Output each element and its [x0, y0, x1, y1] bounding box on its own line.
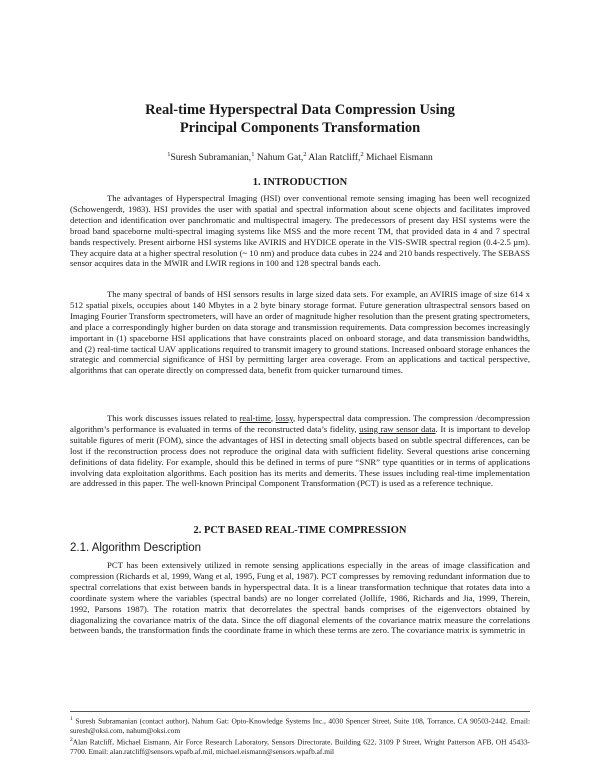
section-heading-introduction: 1. INTRODUCTION [252, 177, 348, 188]
intro-paragraph-3 [70, 413, 530, 489]
paper-title-line-2: Principal Components Transformation [179, 120, 421, 136]
underlined-term: using raw sensor data [359, 423, 436, 434]
footnote-mark: 1 [70, 716, 73, 722]
footnote-text: Suresh Subramanian (contact author), Nahum Gat: Opto-Knowledge Systems Inc., 4030 Spencer Street, Suite 108, Torrance, CA 90503-2442. Email: suresh@oksi.com, nahum@oksi.com [70, 716, 530, 736]
footnote-1 [70, 715, 530, 736]
author-affiliation-mark: 1 [167, 151, 171, 158]
intro-paragraph-1: The advantages of Hyperspectral Imaging (HSI) over conventional remote sensing imaging has been well recognized (Schowengerdt, 1983). HSI provides the user with spatial and spectral information about scene objects and facilitates improved detection and identification over panchromatic and multispectral imagery. The predecessors of present day HSI systems were the broad band spaceborne multi-spectral imaging systems like MSS and the more recent TM, that provided data in 4 and 7 spectral bands respectively. Present airborne HSI systems like AVIRIS and HYDICE operate in the VIS-SWIR spectral region (0.4-2.5 µm). They acquire data at a higher spectral resolution (~ 10 nm) and produce data cubes in 224 and 210 bands respectively. The SEBASS sensor acquires data in the MWIR and LWIR regions in 100 and 128 spectral bands each. [70, 193, 530, 269]
author-affiliation-mark: 1 [251, 151, 255, 158]
paragraph-text: This work discusses issues related to [107, 413, 240, 423]
paragraph-text: , [270, 413, 276, 423]
author-name: Suresh Subramanian, [170, 153, 252, 164]
footnote-mark: 2 [70, 737, 73, 743]
author-affiliation-mark: 2 [303, 151, 307, 158]
footnote-2 [70, 736, 530, 757]
underlined-term: lossy [275, 413, 293, 423]
paragraph-text: . It is important to develop suitable figures of merit (FOM), since the advantages of HSI in detecting small objects based on subtle spectral differences, can be lost if the reconstruction process does not reproduce the original data with sufficient fidelity. Several questions arise concerning definitions of data fidelity. For example, should this be defined in terms of pure “SNR” type quantities or in terms of applications involving data exploitation algorithms. Each position has its merits and demerits. These issues including real-time implementation are addressed in this paper. The well-known Principal Component Transformation (PCT) is used as a reference technique. [70, 423, 530, 489]
section-heading-pct-compression: 2. PCT BASED REAL-TIME COMPRESSION [193, 525, 407, 536]
author-name: Michael Eismann [363, 153, 433, 164]
author-list [0, 151, 600, 163]
paper-title-line-1: Real-time Hyperspectral Data Compression Using [145, 102, 455, 118]
author-name: Alan Ratcliff, [306, 153, 361, 164]
author-name: Nahum Gat, [254, 153, 304, 164]
author-affiliation-mark: 2 [360, 151, 364, 158]
intro-paragraph-2: The many spectral of bands of HSI sensors results in large sized data sets. For example, an AVIRIS image of size 614 x 512 spatial pixels, occupies about 140 Mbytes in a 2 byte binary storage format. Future generation ultraspectral sensors based on Imaging Fourier Transform spectrometers, will have an order of magnitude higher resolution than the present grating spectrometers, and place a correspondingly higher burden on data storage and transmission requirements. Data compression becomes increasingly important in (1) spaceborne HSI applications that have constraints placed on onboard storage, and data transmission bandwidths, and (2) real-time tactical UAV applications required to transmit imagery to ground stations. Increased onboard storage enhances the strategic and commercial significance of HSI by permitting larger area coverage. From an applications and tactical perspective, algorithms that can operate directly on compressed data, benefit from quicker turnaround times. [70, 289, 530, 376]
algorithm-paragraph: PCT has been extensively utilized in remote sensing applications especially in the areas of image classification and compression (Richards et al, 1999, Wang et al, 1995, Fung et al, 1987). PCT compresses by removing redundant information due to spectral correlations that exist between bands in hyperspectral data. It is a linear transformation technique that rotates data into a coordinate system where the variables (spectral bands) are no longer correlated (Jollife, 1986, Richards and Jia, 1999, Therein, 1992, Parsons 1987). The rotation matrix that decorrelates the spectral bands comprises of the eigenvectors obtained by diagonalizing the covariance matrix of the data. Since the off diagonal elements of the covariance matrix measure the correlations between bands, the transformation finds the coordinate frame in which these terms are zero. The covariance matrix is symmetric in [70, 560, 530, 636]
subsection-heading-algorithm-description: 2.1. Algorithm Description [70, 542, 202, 554]
paragraph-text: , hyperspectral data compression. The compression /decompression algorithm’s performance is evaluated in terms of the reconstructed data’s fidelity, [70, 413, 531, 434]
footnote-text: Alan Ratcliff, Michael Eismann, Air Force Research Laboratory, Sensors Directorate, Building 622, 3109 P Street, Wright Patterson AFB, OH 45433-7700. Email: alan.ratcliff@sensors.wpafb.af.mil, michael.eismann@sensors.wpafb.af.mil [70, 737, 530, 757]
footnote-separator [70, 711, 530, 712]
underlined-term: real-time [239, 413, 271, 423]
